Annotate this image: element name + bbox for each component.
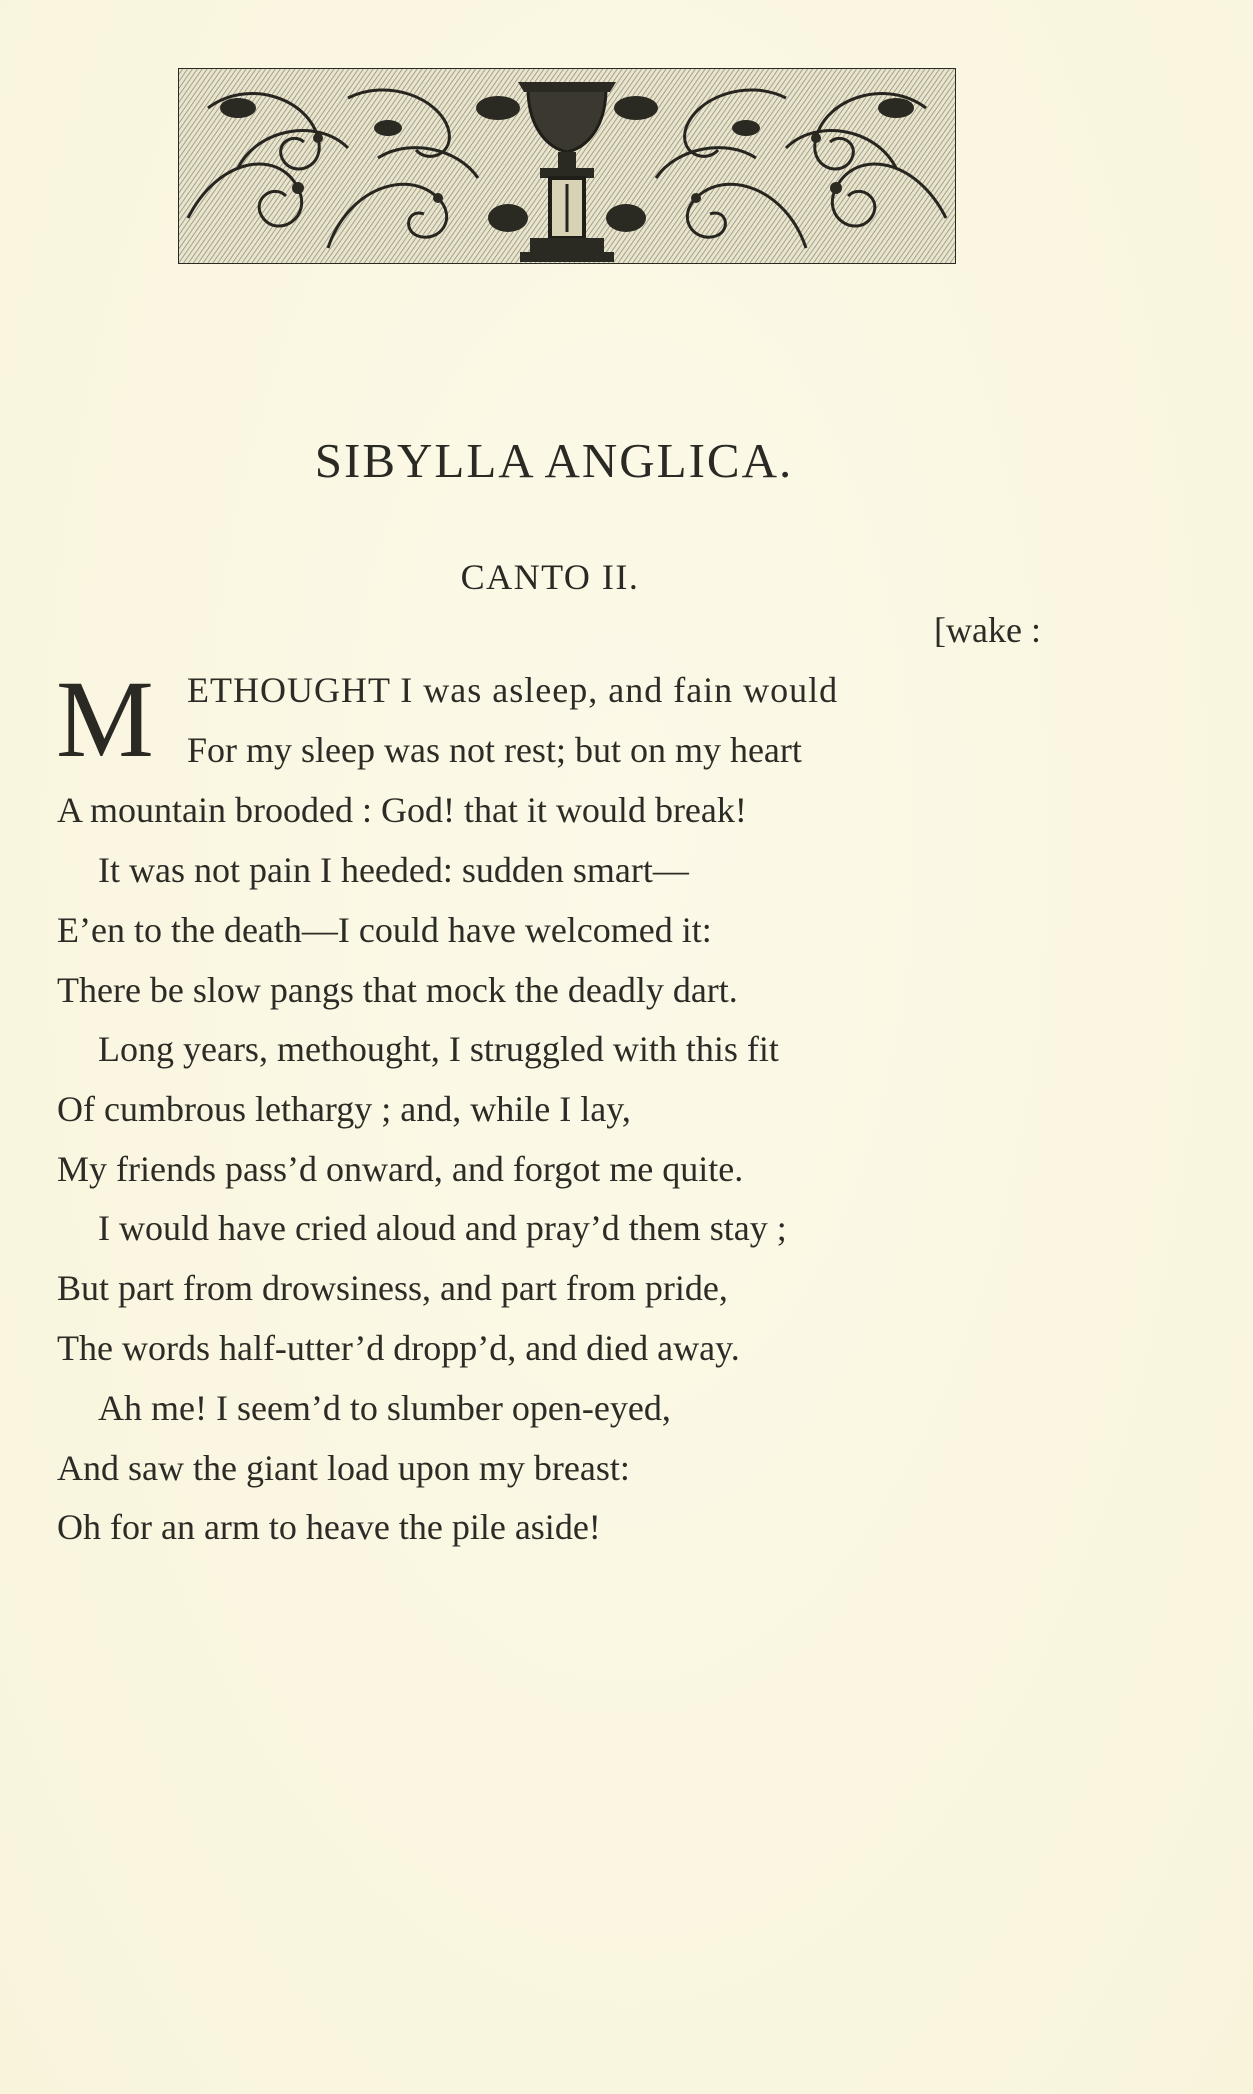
verse-line-7: Long years, methought, I struggled with this fit: [98, 1029, 779, 1069]
verse-line-6: There be slow pangs that mock the deadly dart.: [57, 970, 738, 1010]
verse-line-13: Ah me! I seem’d to slumber open-eyed,: [98, 1388, 671, 1428]
verse-line-10: I would have cried aloud and pray’d them stay ;: [98, 1208, 787, 1248]
ornamental-headpiece-icon: [178, 68, 956, 264]
verse-line-2: For my sleep was not rest; but on my heart: [187, 730, 802, 770]
turnover-word: [wake :: [934, 610, 1041, 650]
verse-line-3: A mountain brooded : God! that it would break!: [57, 790, 747, 830]
verse-line-9: My friends pass’d onward, and forgot me quite.: [57, 1149, 744, 1189]
verse-line-15: Oh for an arm to heave the pile aside!: [57, 1507, 601, 1547]
verse-line-5: E’en to the death—I could have welcomed it:: [57, 910, 712, 950]
verse-line-8: Of cumbrous lethargy ; and, while I lay,: [57, 1089, 631, 1129]
first-line-text: ETHOUGHT I was asleep, and fain would: [187, 670, 839, 710]
verse-line-4: It was not pain I heeded: sudden smart—: [98, 850, 689, 890]
verse-line-1: [187, 672, 1061, 708]
canto-heading: CANTO II.: [460, 557, 640, 597]
poem-title: SIBYLLA ANGLICA.: [314, 433, 794, 488]
drop-cap: M: [56, 658, 154, 780]
verse-line-14: And saw the giant load upon my breast:: [57, 1448, 630, 1488]
verse-line-11: But part from drowsiness, and part from pride,: [57, 1268, 728, 1308]
verse-line-12: The words half-utter’d dropp’d, and died away.: [57, 1328, 740, 1368]
